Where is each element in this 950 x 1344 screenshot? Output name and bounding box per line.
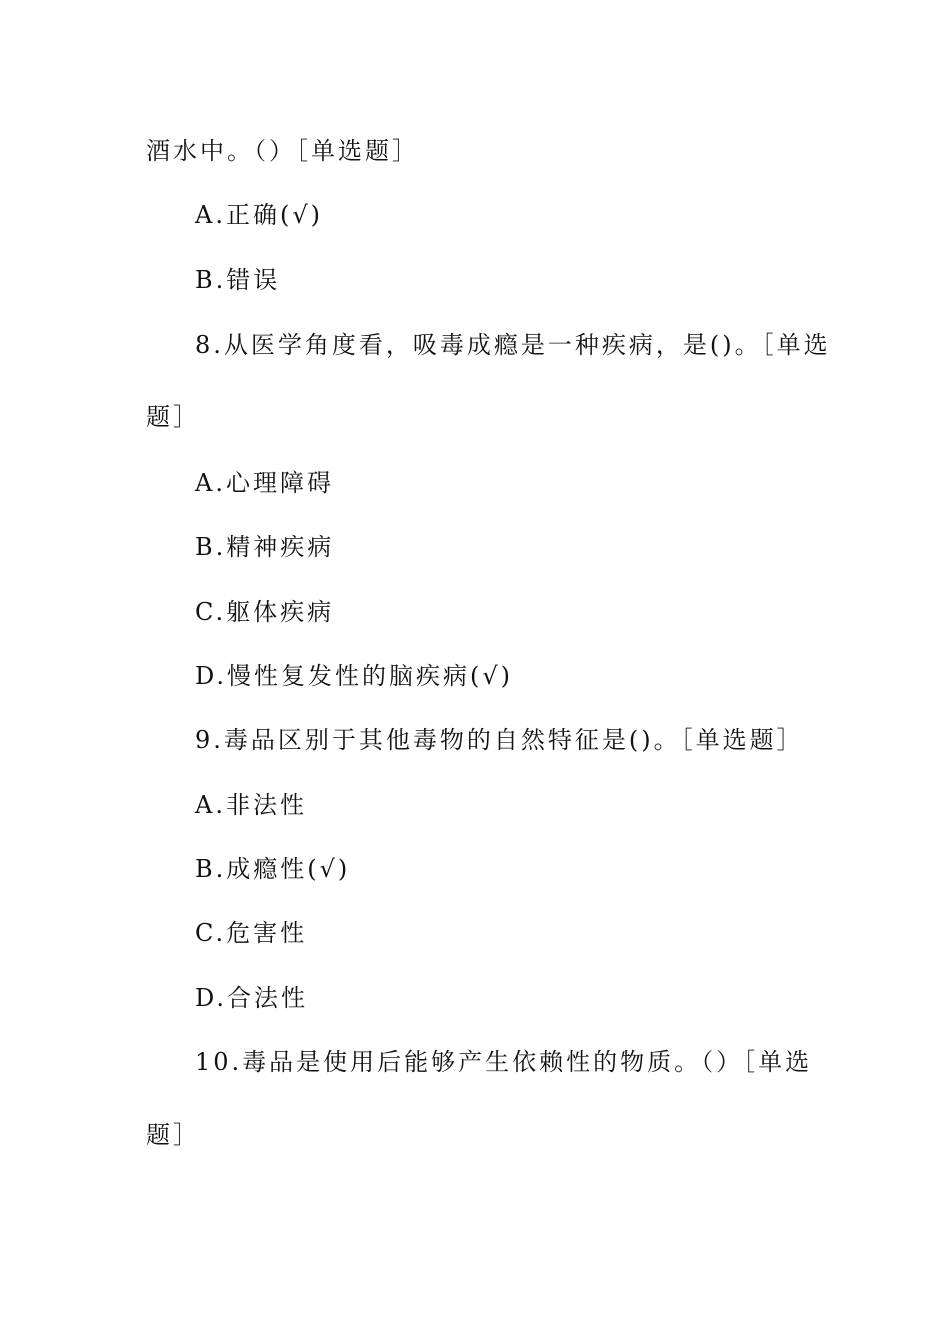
question-9-text: 9.毒品区别于其他毒物的自然特征是()。［单选题］ [195,726,804,754]
question-8-text: 8.从医学角度看，吸毒成瘾是一种疾病，是()。［单选 [195,331,831,359]
q9-option-b: B.成瘾性(√) [195,855,351,883]
q9-option-a: A.非法性 [195,791,307,819]
question-8-continuation: 题］ [146,403,200,431]
q7-option-a: A.正确(√) [195,201,323,229]
q9-option-d: D.合法性 [195,984,309,1012]
q8-option-a: A.心理障碍 [195,469,334,497]
q8-option-b: B.精神疾病 [195,533,335,561]
q9-option-c: C.危害性 [195,919,308,947]
question-7-continuation: 酒水中。（）［单选题］ [146,137,419,165]
q8-option-d: D.慢性复发性的脑疾病(√) [195,662,514,690]
q8-option-c: C.躯体疾病 [195,598,335,626]
q7-option-b: B.错误 [195,266,281,294]
question-10-text: 10.毒品是使用后能够产生依赖性的物质。（）［单选 [195,1048,813,1076]
question-10-continuation: 题］ [146,1121,200,1149]
